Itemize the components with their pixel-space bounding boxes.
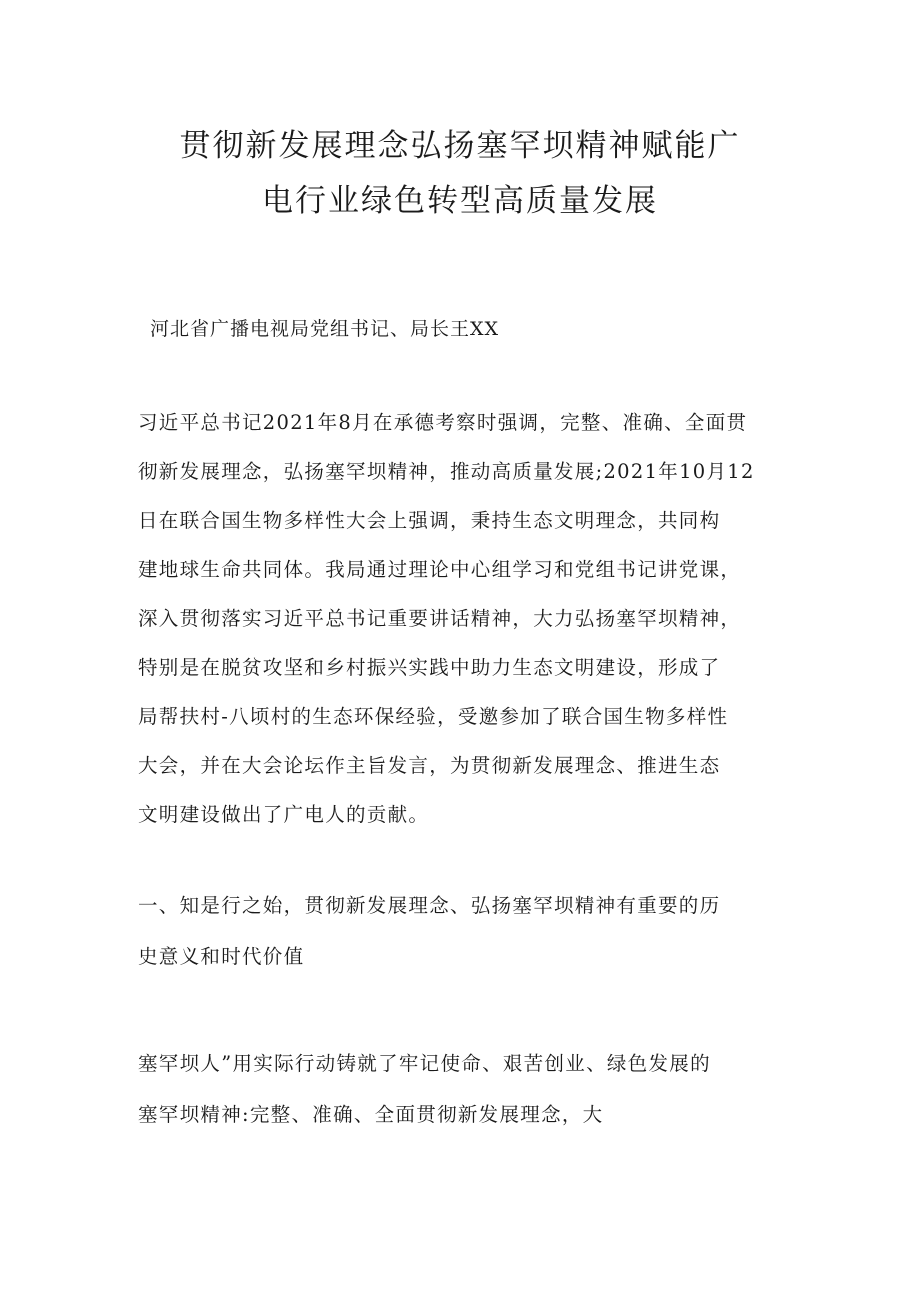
intro-paragraph-line: 文明建设做出了广电人的贡献。 [138,803,430,826]
body-paragraph-line: 塞罕坝精神:完整、准确、全面贯彻新发展理念，大 [138,1103,604,1126]
document-title-line-2: 电行业绿色转型高质量发展 [262,183,658,219]
section-heading-line: 史意义和时代价值 [138,945,305,968]
section-heading [138,880,798,982]
intro-paragraph-line: 大会，并在大会论坛作主旨发言，为贯彻新发展理念、推进生态 [138,754,721,777]
document-title-line-1: 贯彻新发展理念弘扬塞罕坝精神赋能广 [179,128,741,164]
author-byline: 河北省广播电视局党组书记、局长王XX [150,318,500,340]
intro-paragraph-line: 日在联合国生物多样性大会上强调，秉持生态文明理念，共同构 [138,509,721,532]
intro-paragraph-line: 彻新发展理念，弘扬塞罕坝精神，推动高质量发展;2021年10月12 [138,460,755,483]
intro-paragraph-line: 特别是在脱贫攻坚和乡村振兴实践中助力生态文明建设，形成了 [138,656,721,679]
body-paragraph-line: 塞罕坝人”用实际行动铸就了牢记使命、艰苦创业、绿色发展的 [138,1052,711,1075]
section-heading-line: 一、知是行之始，贯彻新发展理念、弘扬塞罕坝精神有重要的历 [138,894,721,917]
intro-paragraph-line: 局帮扶村-八顷村的生态环保经验，受邀参加了联合国生物多样性 [138,705,729,728]
intro-paragraph-line: 建地球生命共同体。我局通过理论中心组学习和党组书记讲党课， [138,558,742,581]
intro-paragraph [138,398,798,839]
intro-paragraph-line: 习近平总书记2021年8月在承德考察时强调，完整、准确、全面贯 [138,411,748,434]
body-paragraph [138,1038,798,1140]
intro-paragraph-line: 深入贯彻落实习近平总书记重要讲话精神，大力弘扬塞罕坝精神， [138,607,742,630]
